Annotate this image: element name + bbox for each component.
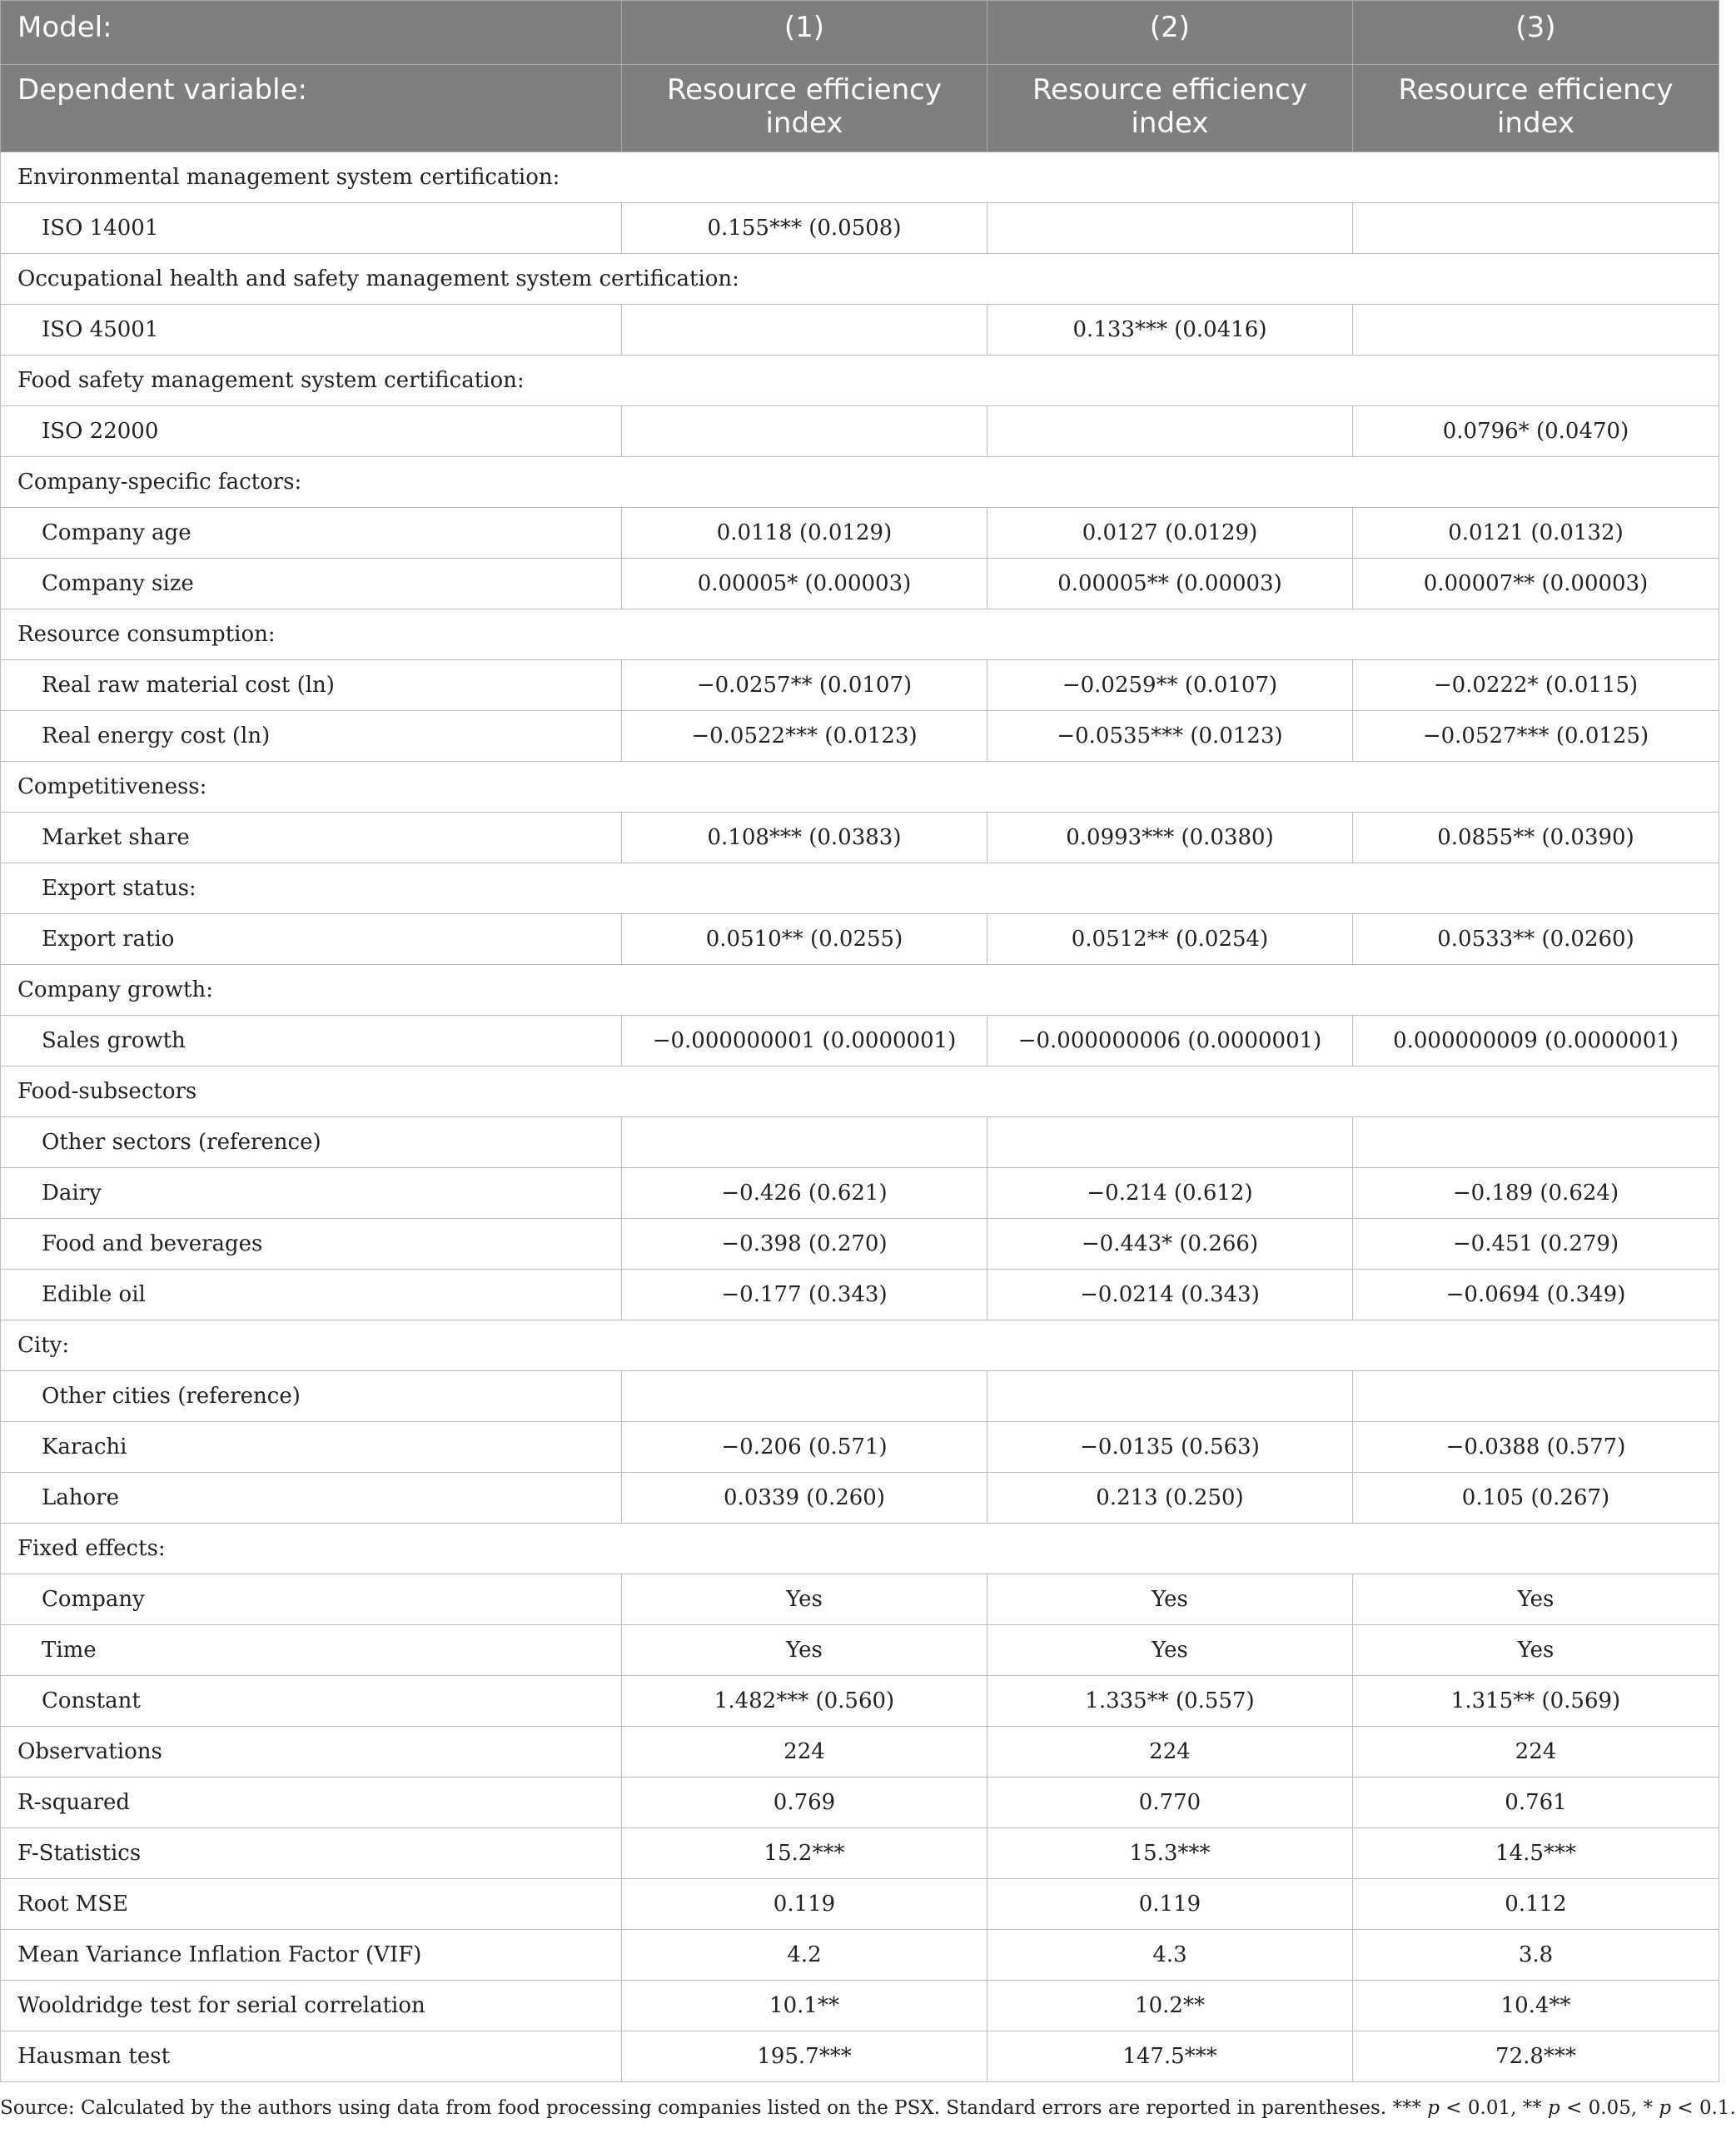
source-p-3: p xyxy=(1659,2097,1672,2119)
variable-row xyxy=(1,1117,1719,1168)
model-3-value: 0.112 xyxy=(1353,1879,1719,1930)
section-label: Company-specific factors: xyxy=(1,457,1719,508)
model-2-value: −0.0214 (0.343) xyxy=(987,1270,1353,1320)
model-2-value: 1.335** (0.557) xyxy=(987,1676,1353,1727)
row-label: F-Statistics xyxy=(1,1828,622,1879)
section-row xyxy=(1,152,1719,203)
model-2-value xyxy=(987,406,1353,457)
variable-row xyxy=(1,1422,1719,1473)
source-p-1: p xyxy=(1427,2097,1440,2119)
model-3-value xyxy=(1353,203,1719,254)
model-3-value: 0.0855** (0.0390) xyxy=(1353,813,1719,863)
model-2-value: 4.3 xyxy=(987,1930,1353,1981)
variable-row xyxy=(1,1371,1719,1422)
model-1-value: Yes xyxy=(622,1625,987,1676)
model-1-value: 0.155*** (0.0508) xyxy=(622,203,987,254)
variable-row xyxy=(1,1473,1719,1524)
variable-row xyxy=(1,711,1719,762)
model-2-value: −0.0259** (0.0107) xyxy=(987,660,1353,711)
model-1-value: 0.119 xyxy=(622,1879,987,1930)
statistic-row xyxy=(1,1879,1719,1930)
model-2-value: 10.2** xyxy=(987,1981,1353,2031)
row-label: Karachi xyxy=(1,1422,622,1473)
model-2-value: 15.3*** xyxy=(987,1828,1353,1879)
model-3-value: 14.5*** xyxy=(1353,1828,1719,1879)
model-2-value xyxy=(987,203,1353,254)
model-3-value: −0.0694 (0.349) xyxy=(1353,1270,1719,1320)
row-label: Other sectors (reference) xyxy=(1,1117,622,1168)
model-3-value: 0.00007** (0.00003) xyxy=(1353,559,1719,609)
model-2-value: 0.0512** (0.0254) xyxy=(987,914,1353,965)
header-dependent-3: Resource efficiency index xyxy=(1353,65,1719,152)
source-note xyxy=(0,2082,1736,2119)
model-2-value: −0.443* (0.266) xyxy=(987,1219,1353,1270)
header-model-label: Model: xyxy=(1,1,622,65)
source-text-4: < 0.1. xyxy=(1671,2097,1736,2119)
statistic-row xyxy=(1,1778,1719,1828)
model-3-value: 0.0121 (0.0132) xyxy=(1353,508,1719,559)
model-3-value: −0.189 (0.624) xyxy=(1353,1168,1719,1219)
model-1-value: Yes xyxy=(622,1574,987,1625)
variable-row xyxy=(1,406,1719,457)
variable-row xyxy=(1,1219,1719,1270)
row-label: Real energy cost (ln) xyxy=(1,711,622,762)
row-label: Time xyxy=(1,1625,622,1676)
model-1-value: 0.0118 (0.0129) xyxy=(622,508,987,559)
model-3-value: 224 xyxy=(1353,1727,1719,1778)
model-1-value: 0.0339 (0.260) xyxy=(622,1473,987,1524)
model-1-value: 4.2 xyxy=(622,1930,987,1981)
model-3-value: −0.0527*** (0.0125) xyxy=(1353,711,1719,762)
model-2-value: 147.5*** xyxy=(987,2031,1353,2082)
row-label: Constant xyxy=(1,1676,622,1727)
model-2-value: 0.133*** (0.0416) xyxy=(987,305,1353,356)
model-1-value xyxy=(622,1371,987,1422)
model-1-value: −0.206 (0.571) xyxy=(622,1422,987,1473)
variable-row xyxy=(1,203,1719,254)
variable-row xyxy=(1,559,1719,609)
section-row xyxy=(1,457,1719,508)
section-label: Food-subsectors xyxy=(1,1067,1719,1117)
variable-row xyxy=(1,1168,1719,1219)
section-row xyxy=(1,609,1719,660)
statistic-row xyxy=(1,1981,1719,2031)
table-header xyxy=(1,1,1719,152)
model-3-value: 0.000000009 (0.0000001) xyxy=(1353,1016,1719,1067)
row-label: Other cities (reference) xyxy=(1,1371,622,1422)
variable-row xyxy=(1,1016,1719,1067)
model-3-value: −0.0222* (0.0115) xyxy=(1353,660,1719,711)
model-3-value xyxy=(1353,1371,1719,1422)
variable-row xyxy=(1,1676,1719,1727)
row-label: Root MSE xyxy=(1,1879,622,1930)
model-2-value: 224 xyxy=(987,1727,1353,1778)
model-2-value: 0.0127 (0.0129) xyxy=(987,508,1353,559)
model-2-value: 0.213 (0.250) xyxy=(987,1473,1353,1524)
section-label: Occupational health and safety management system certification: xyxy=(1,254,1719,305)
section-row xyxy=(1,1067,1719,1117)
model-3-value: −0.451 (0.279) xyxy=(1353,1219,1719,1270)
model-3-value: 1.315** (0.569) xyxy=(1353,1676,1719,1727)
model-2-value: Yes xyxy=(987,1625,1353,1676)
model-3-value: Yes xyxy=(1353,1574,1719,1625)
model-2-value: −0.0535*** (0.0123) xyxy=(987,711,1353,762)
model-2-value: −0.000000006 (0.0000001) xyxy=(987,1016,1353,1067)
header-dependent-label: Dependent variable: xyxy=(1,65,622,152)
section-label: City: xyxy=(1,1320,1719,1371)
statistic-row xyxy=(1,1930,1719,1981)
row-label: ISO 14001 xyxy=(1,203,622,254)
model-3-value: 10.4** xyxy=(1353,1981,1719,2031)
statistic-row xyxy=(1,1828,1719,1879)
header-dependent-1: Resource efficiency index xyxy=(622,65,987,152)
model-1-value: 0.108*** (0.0383) xyxy=(622,813,987,863)
statistic-row xyxy=(1,2031,1719,2082)
model-1-value: 195.7*** xyxy=(622,2031,987,2082)
model-1-value: 10.1** xyxy=(622,1981,987,2031)
header-dependent-2: Resource efficiency index xyxy=(987,65,1353,152)
variable-row xyxy=(1,1574,1719,1625)
model-3-value: 0.0533** (0.0260) xyxy=(1353,914,1719,965)
model-3-value: 0.105 (0.267) xyxy=(1353,1473,1719,1524)
header-row-model xyxy=(1,1,1719,65)
row-label: Real raw material cost (ln) xyxy=(1,660,622,711)
source-text-2: < 0.01, ** xyxy=(1440,2097,1549,2119)
section-row xyxy=(1,1320,1719,1371)
statistic-row xyxy=(1,1727,1719,1778)
row-label: ISO 45001 xyxy=(1,305,622,356)
row-label: Observations xyxy=(1,1727,622,1778)
model-1-value: −0.398 (0.270) xyxy=(622,1219,987,1270)
variable-row xyxy=(1,813,1719,863)
model-1-value: −0.0522*** (0.0123) xyxy=(622,711,987,762)
subsection-label: Export status: xyxy=(1,863,1719,914)
model-2-value xyxy=(987,1117,1353,1168)
model-1-value: −0.426 (0.621) xyxy=(622,1168,987,1219)
section-label: Resource consumption: xyxy=(1,609,1719,660)
row-label: Company size xyxy=(1,559,622,609)
model-1-value xyxy=(622,406,987,457)
model-1-value: 1.482*** (0.560) xyxy=(622,1676,987,1727)
row-label: ISO 22000 xyxy=(1,406,622,457)
row-label: Food and beverages xyxy=(1,1219,622,1270)
model-1-value xyxy=(622,1117,987,1168)
row-label: Market share xyxy=(1,813,622,863)
model-2-value: −0.214 (0.612) xyxy=(987,1168,1353,1219)
row-label: Hausman test xyxy=(1,2031,622,2082)
variable-row xyxy=(1,305,1719,356)
model-2-value: Yes xyxy=(987,1574,1353,1625)
model-1-value: 0.00005* (0.00003) xyxy=(622,559,987,609)
section-row xyxy=(1,356,1719,406)
source-text-1: Source: Calculated by the authors using data from food processing companies listed on the PSX. Standard errors are reported in parentheses. *** xyxy=(0,2097,1428,2119)
section-label: Fixed effects: xyxy=(1,1524,1719,1574)
model-3-value: −0.0388 (0.577) xyxy=(1353,1422,1719,1473)
row-label: R-squared xyxy=(1,1778,622,1828)
model-3-value: 72.8*** xyxy=(1353,2031,1719,2082)
row-label: Sales growth xyxy=(1,1016,622,1067)
source-p-2: p xyxy=(1548,2097,1560,2119)
section-row xyxy=(1,965,1719,1016)
model-1-value: −0.177 (0.343) xyxy=(622,1270,987,1320)
model-3-value xyxy=(1353,305,1719,356)
table-body xyxy=(1,152,1719,2082)
source-text-3: < 0.05, * xyxy=(1559,2097,1659,2119)
model-2-value xyxy=(987,1371,1353,1422)
header-model-3: (3) xyxy=(1353,1,1719,65)
row-label: Mean Variance Inflation Factor (VIF) xyxy=(1,1930,622,1981)
row-label: Lahore xyxy=(1,1473,622,1524)
variable-row xyxy=(1,914,1719,965)
model-2-value: 0.119 xyxy=(987,1879,1353,1930)
model-3-value: Yes xyxy=(1353,1625,1719,1676)
row-label: Company age xyxy=(1,508,622,559)
model-2-value: 0.00005** (0.00003) xyxy=(987,559,1353,609)
model-2-value: 0.0993*** (0.0380) xyxy=(987,813,1353,863)
model-3-value: 0.0796* (0.0470) xyxy=(1353,406,1719,457)
section-label: Food safety management system certification: xyxy=(1,356,1719,406)
variable-row xyxy=(1,1625,1719,1676)
section-row xyxy=(1,762,1719,813)
row-label: Edible oil xyxy=(1,1270,622,1320)
section-label: Company growth: xyxy=(1,965,1719,1016)
variable-row xyxy=(1,660,1719,711)
model-3-value xyxy=(1353,1117,1719,1168)
model-1-value xyxy=(622,305,987,356)
header-model-1: (1) xyxy=(622,1,987,65)
model-3-value: 3.8 xyxy=(1353,1930,1719,1981)
model-2-value: 0.770 xyxy=(987,1778,1353,1828)
row-label: Wooldridge test for serial correlation xyxy=(1,1981,622,2031)
header-model-2: (2) xyxy=(987,1,1353,65)
model-1-value: 224 xyxy=(622,1727,987,1778)
row-label: Dairy xyxy=(1,1168,622,1219)
section-label: Competitiveness: xyxy=(1,762,1719,813)
header-row-dependent xyxy=(1,65,1719,152)
model-1-value: 15.2*** xyxy=(622,1828,987,1879)
section-row xyxy=(1,1524,1719,1574)
model-1-value: 0.0510** (0.0255) xyxy=(622,914,987,965)
row-label: Export ratio xyxy=(1,914,622,965)
variable-row xyxy=(1,508,1719,559)
model-1-value: −0.0257** (0.0107) xyxy=(622,660,987,711)
subsection-row xyxy=(1,863,1719,914)
model-1-value: 0.769 xyxy=(622,1778,987,1828)
variable-row xyxy=(1,1270,1719,1320)
model-3-value: 0.761 xyxy=(1353,1778,1719,1828)
row-label: Company xyxy=(1,1574,622,1625)
section-label: Environmental management system certification: xyxy=(1,152,1719,203)
section-row xyxy=(1,254,1719,305)
model-2-value: −0.0135 (0.563) xyxy=(987,1422,1353,1473)
model-1-value: −0.000000001 (0.0000001) xyxy=(622,1016,987,1067)
